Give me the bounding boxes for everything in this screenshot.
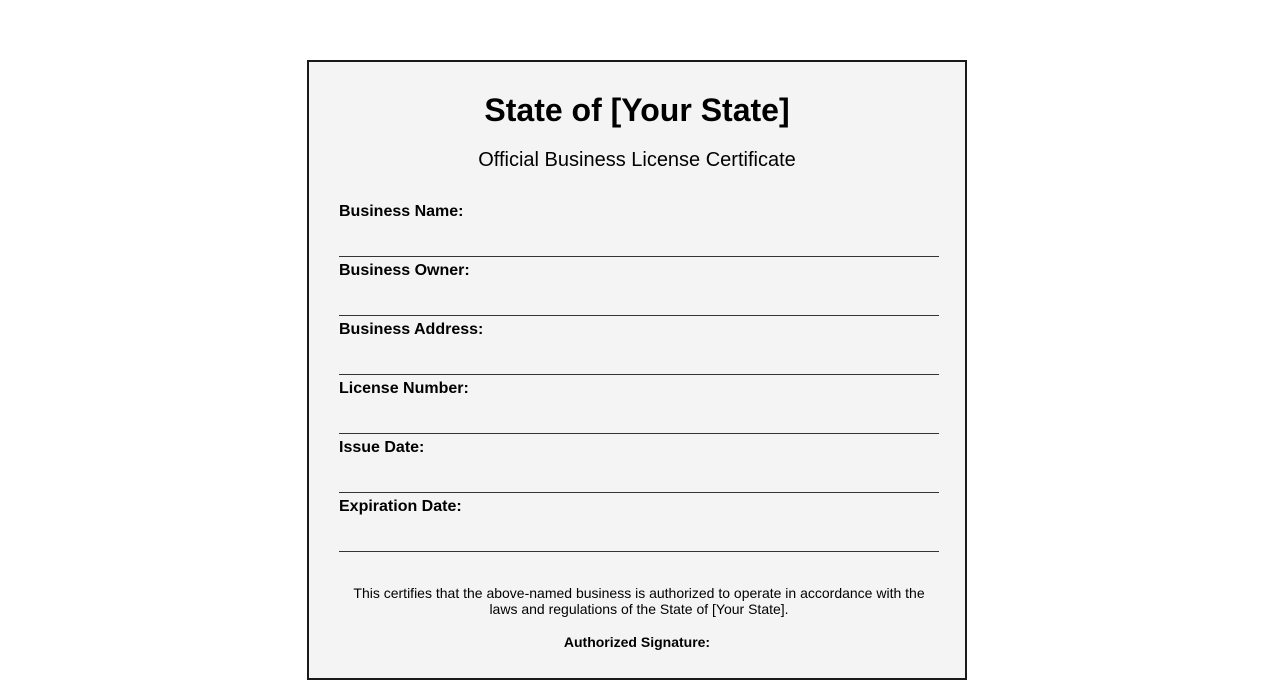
issue-date-label: Issue Date: [339,439,425,456]
business-name-label: Business Name: [339,203,464,220]
certificate-title: State of [Your State] [484,92,790,128]
license-number-label: License Number: [339,380,469,397]
business-name-field [339,198,939,257]
issue-date-field [339,434,939,493]
business-address-label: Business Address: [339,321,484,338]
expiration-date-field [339,493,939,552]
business-owner-label: Business Owner: [339,262,470,279]
license-certificate [307,60,967,680]
business-address-field [339,316,939,375]
license-number-field [339,375,939,434]
authorized-signature-label: Authorized Signature: [563,634,711,650]
certificate-fields [339,198,939,552]
expiration-date-label: Expiration Date: [339,498,462,515]
authorization-statement: This certifies that the above-named business is authorized to operate in accordance with the laws and regulations of the State of [Your State]. [353,585,925,617]
business-owner-field [339,257,939,316]
certificate-subtitle: Official Business License Certificate [478,149,796,171]
